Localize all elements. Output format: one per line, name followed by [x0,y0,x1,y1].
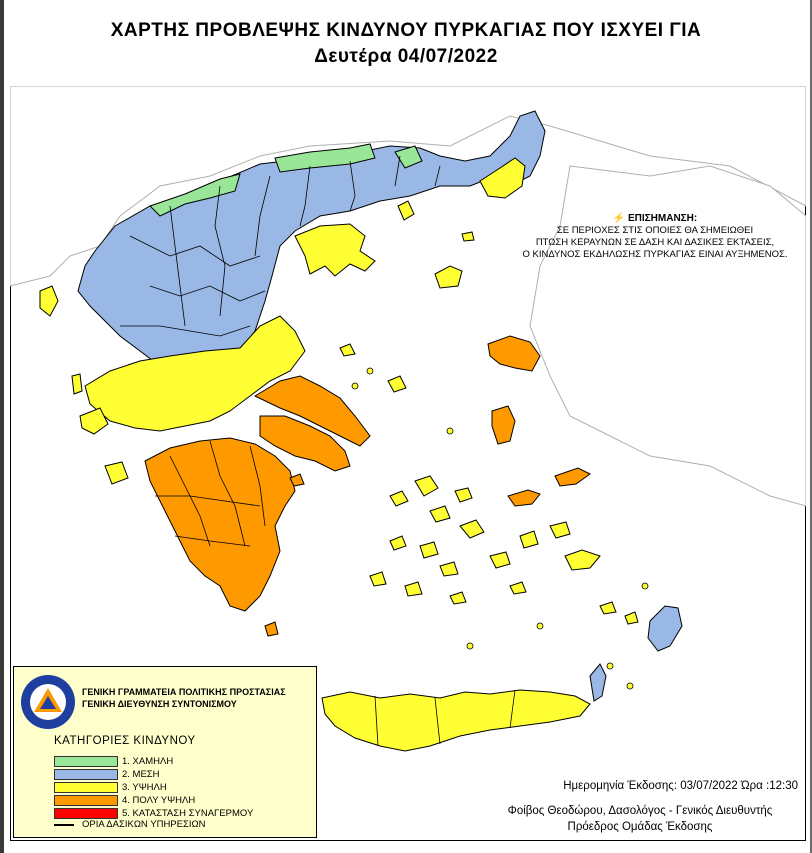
author-block [470,803,810,835]
org-line-2: ΓΕΝΙΚΗ ΔΙΕΥΘΥΝΣΗ ΣΥΝΤΟΝΙΣΜΟΥ [82,699,237,709]
legend-item-very-high [54,794,195,806]
notice-heading: ⚡ ΕΠΙΣΗΜΑΝΣΗ: [612,213,698,224]
region-high-corfu [40,286,58,316]
legend-label: 4. ΠΟΛΥ ΥΨΗΛΗ [122,794,196,806]
legend-swatch [54,795,118,806]
legend-label: 1. ΧΑΜΗΛΗ [122,755,174,767]
legend-item-low [54,755,173,767]
region-high-thasos [398,201,414,220]
forest-border-line-sample [54,824,74,826]
legend-swatch [54,769,118,780]
author-line-1: Φοίβος Θεοδώρου, Δασολόγος - Γενικός Διευθυντής [507,805,773,817]
notice-line-3: Ο ΚΙΝΔΥΝΟΣ ΕΚΔΗΛΩΣΗΣ ΠΥΡΚΑΓΙΑΣ ΕΙΝΑΙ ΑΥΞΗΜΕΝΟΣ. [522,249,788,260]
region-very-high-lesvos [488,336,540,371]
region-high-skiathos [340,344,355,356]
region-high-skyros [388,376,406,392]
region-very-high-kythira [265,622,278,636]
lightning-notice [500,213,810,261]
region-medium-rhodes [648,606,682,651]
legend-item-alarm [54,807,253,819]
legend-swatch [54,782,118,793]
map-title: ΧΑΡΤΗΣ ΠΡΟΒΛΕΨΗΣ ΚΙΝΔΥΝΟΥ ΠΥΡΚΑΓΙΑΣ ΠΟΥ ΙΣΧΥΕΙ ΓΙΑ [110,20,702,41]
legend-label: 3. ΥΨΗΛΗ [122,781,167,793]
notice-line-1: ΣΕ ΠΕΡΙΟΧΕΣ ΣΤΙΣ ΟΠΟΙΕΣ ΘΑ ΣΗΜΕΙΩΘΕΙ [556,225,754,236]
civil-protection-logo [20,674,76,730]
legend-box [13,666,317,838]
region-very-high-peloponnese [145,438,295,611]
legend-item-high [54,781,167,793]
region-medium-karpathos [590,664,606,701]
legend-swatch [54,808,118,819]
forest-border-label: ΟΡΙΑ ΔΑΣΙΚΩΝ ΥΠΗΡΕΣΙΩΝ [82,819,206,830]
legend-item-medium [54,768,160,780]
lightning-icon: ⚡ [612,213,626,224]
region-high-crete [322,690,590,751]
region-high-chalkidiki [295,224,375,276]
region-very-high-chios [492,406,515,444]
region-high-samothrace [462,232,474,241]
region-high-lemnos [435,266,462,288]
cyclades-islands [370,476,638,624]
issue-datetime: Ημερομηνία Έκδοσης: 03/07/2022 Ώρα :12:30 [563,780,798,792]
window-edge-left [0,0,4,853]
legend-swatch [54,756,118,767]
map-date: Δευτέρα 04/07/2022 [314,46,498,67]
region-high-zakynthos [105,462,128,484]
legend-label: 2. ΜΕΣΗ [122,768,160,780]
legend-label: 5. ΚΑΤΑΣΤΑΣΗ ΣΥΝΑΓΕΡΜΟΥ [122,807,254,819]
region-high-lefkada [72,374,82,394]
notice-line-2: ΠΤΩΣΗ ΚΕΡΑΥΝΩΝ ΣΕ ΔΑΣΗ ΚΑΙ ΔΑΣΙΚΕΣ ΕΚΤΑΣΕΙΣ, [535,237,775,248]
region-very-high-ikaria [555,468,590,486]
organization-name [82,686,286,710]
region-very-high-samos [508,490,540,506]
categories-title: ΚΑΤΗΓΟΡΙΕΣ ΚΙΝΔΥΝΟΥ [54,735,196,747]
author-line-2: Πρόεδρος Ομάδας Έκδοσης [567,821,713,833]
org-line-1: ΓΕΝΙΚΗ ΓΡΑΜΜΑΤΕΙΑ ΠΟΛΙΤΙΚΗΣ ΠΡΟΣΤΑΣΙΑΣ [82,687,286,697]
